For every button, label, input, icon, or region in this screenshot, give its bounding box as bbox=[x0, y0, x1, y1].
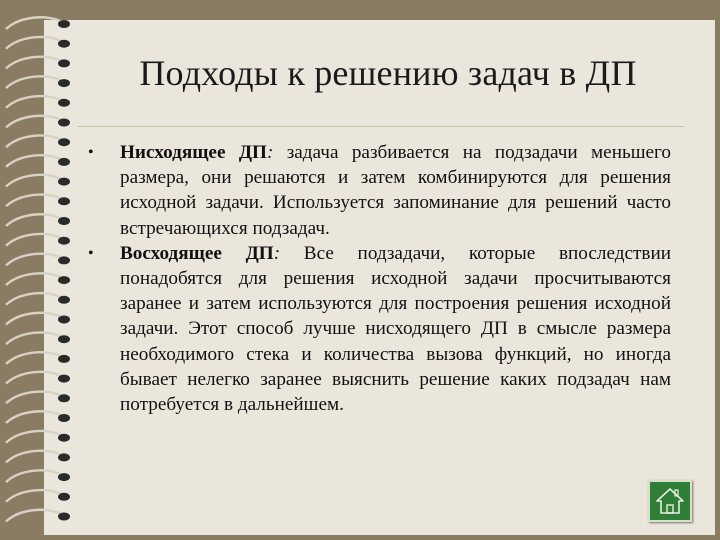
spiral-ring bbox=[6, 352, 62, 364]
bullet-text bbox=[120, 241, 671, 417]
spiral-hole bbox=[58, 256, 70, 264]
spiral-binding bbox=[0, 12, 80, 532]
spiral-ring bbox=[6, 76, 62, 88]
spiral-ring bbox=[6, 293, 62, 305]
bullet-separator: : bbox=[266, 142, 274, 163]
spiral-hole bbox=[58, 355, 70, 363]
bullet-text bbox=[120, 140, 671, 241]
spiral-hole bbox=[58, 20, 70, 28]
spiral-ring bbox=[6, 195, 62, 207]
bullet-dot: • bbox=[88, 244, 94, 262]
spiral-hole bbox=[58, 513, 70, 521]
spiral-hole bbox=[58, 138, 70, 146]
spiral-hole bbox=[58, 316, 70, 324]
spiral-hole bbox=[58, 434, 70, 442]
spiral-ring bbox=[6, 411, 62, 423]
spiral-hole bbox=[58, 99, 70, 107]
spiral-hole bbox=[58, 79, 70, 87]
spiral-hole bbox=[58, 493, 70, 501]
spiral-hole bbox=[58, 414, 70, 422]
spiral-hole bbox=[58, 276, 70, 284]
bullet-separator: : bbox=[273, 242, 281, 264]
spiral-ring bbox=[6, 155, 62, 167]
spiral-ring bbox=[6, 254, 62, 266]
spiral-ring bbox=[6, 510, 62, 522]
spiral-hole bbox=[58, 59, 70, 67]
spiral-hole bbox=[58, 237, 70, 245]
spiral-hole bbox=[58, 375, 70, 383]
bullet-description: задача разбивается на подзадачи меньшего размера, они решаются и затем комбинируются для решения исходной задачи. Используется запоминание для решений часто встречающихся подзадач. bbox=[120, 142, 671, 239]
home-icon bbox=[650, 482, 690, 520]
spiral-ring bbox=[6, 17, 62, 29]
spiral-ring bbox=[6, 490, 62, 502]
title-divider bbox=[78, 126, 684, 127]
spiral-ring bbox=[6, 116, 62, 128]
spiral-ring bbox=[6, 175, 62, 187]
bullet-item bbox=[86, 241, 671, 417]
bullet-item bbox=[86, 140, 671, 241]
spiral-ring bbox=[6, 273, 62, 285]
spiral-ring bbox=[6, 451, 62, 463]
bullet-term: Нисходящее ДП bbox=[120, 142, 267, 163]
bullet-description: Все подзадачи, которые впоследствии понадобятся для решения исходной задачи просчитываются заранее и затем используются для построения решения исходной задачи. Этот способ лучше нисходящего ДП в смысле размера необходимого стека и количества вызова функций, но иногда бывает нелегко заранее выяснить решение каких подзадач нам потребуется в дальнейшем. bbox=[120, 242, 671, 416]
spiral-hole bbox=[58, 296, 70, 304]
spiral-hole bbox=[58, 473, 70, 481]
spiral-ring bbox=[6, 431, 62, 443]
spiral-ring bbox=[6, 96, 62, 108]
slide-title: Подходы к решению задач в ДП bbox=[139, 53, 637, 93]
spiral-hole bbox=[58, 178, 70, 186]
spiral-ring bbox=[6, 372, 62, 384]
spiral-ring bbox=[6, 57, 62, 69]
home-button[interactable] bbox=[648, 480, 692, 522]
spiral-hole bbox=[58, 158, 70, 166]
spiral-ring bbox=[6, 392, 62, 404]
spiral-ring bbox=[6, 135, 62, 147]
spiral-hole bbox=[58, 335, 70, 343]
spiral-hole bbox=[58, 453, 70, 461]
spiral-hole bbox=[58, 40, 70, 48]
spiral-ring bbox=[6, 470, 62, 482]
spiral-ring bbox=[6, 332, 62, 344]
bullet-dot: • bbox=[88, 144, 94, 161]
spiral-ring bbox=[6, 234, 62, 246]
spiral-hole bbox=[58, 119, 70, 127]
spiral-ring bbox=[6, 37, 62, 49]
spiral-ring bbox=[6, 214, 62, 226]
bullet-term: Восходящее ДП bbox=[120, 242, 274, 264]
spiral-hole bbox=[58, 197, 70, 205]
spiral-ring bbox=[6, 313, 62, 325]
spiral-hole bbox=[58, 217, 70, 225]
spiral-hole bbox=[58, 394, 70, 402]
slide-body bbox=[86, 140, 671, 417]
